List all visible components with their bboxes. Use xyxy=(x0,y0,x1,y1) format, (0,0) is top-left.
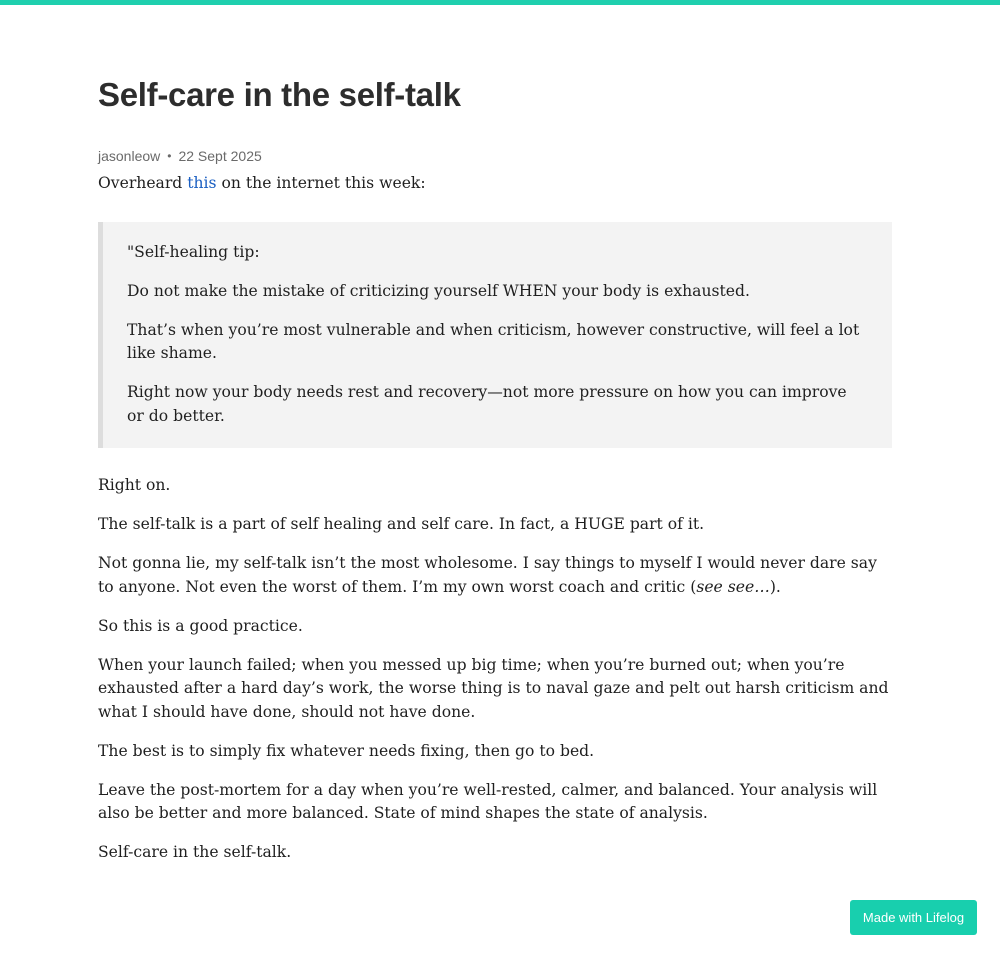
post-meta xyxy=(98,148,262,164)
intro-text-before: Overheard xyxy=(98,174,188,192)
quote-line: Right now your body needs rest and recovery—not more pressure on how you can improve or do better. xyxy=(127,383,847,425)
post-body xyxy=(98,172,892,880)
made-with-lifelog-button[interactable]: Made with Lifelog xyxy=(850,900,977,935)
body-paragraph: The self-talk is a part of self healing and self care. In fact, a HUGE part of it. xyxy=(98,515,705,533)
paragraph-text: Not gonna lie, my self-talk isn’t the most wholesome. I say things to myself I would never dare say to anyone. Not even the worst of them. I’m my own worst coach and critic ( xyxy=(98,554,877,596)
paragraph-text: ). xyxy=(769,577,781,596)
body-paragraph: The best is to simply fix whatever needs fixing, then go to bed. xyxy=(98,741,595,760)
meta-separator: • xyxy=(167,149,172,163)
blockquote xyxy=(98,222,892,449)
top-accent-bar xyxy=(0,0,1000,5)
quote-line: That’s when you’re most vulnerable and when criticism, however constructive, will feel a lot like shame. xyxy=(127,320,860,362)
body-paragraph: When your launch failed; when you messed up big time; when you’re burned out; when you’re exhausted after a hard day’s work, the worse thing is to naval gaze and pelt out harsh criticism and what I should have done, should not have done. xyxy=(98,655,889,721)
body-paragraph: Self-care in the self-talk. xyxy=(98,843,292,861)
intro-text-after: on the internet this week: xyxy=(216,174,426,192)
emphasis-text: see see… xyxy=(696,577,770,596)
source-link[interactable]: this xyxy=(187,174,217,192)
post-title: Self-care in the self-talk xyxy=(98,76,461,113)
intro-paragraph xyxy=(98,172,892,196)
quote-line: Do not make the mistake of criticizing yourself WHEN your body is exhausted. xyxy=(127,281,750,300)
body-paragraph xyxy=(98,552,892,599)
author-link[interactable]: jasonleow xyxy=(98,148,161,164)
body-paragraph: Leave the post-mortem for a day when you’re well-rested, calmer, and balanced. Your analysis will also be better and more balanced. State of mind shapes the state of analysis. xyxy=(98,780,878,822)
body-paragraph: Right on. xyxy=(98,476,171,494)
quote-line: "Self-healing tip: xyxy=(127,242,260,261)
post-date: 22 Sept 2025 xyxy=(178,148,262,164)
body-paragraph: So this is a good practice. xyxy=(98,616,303,635)
